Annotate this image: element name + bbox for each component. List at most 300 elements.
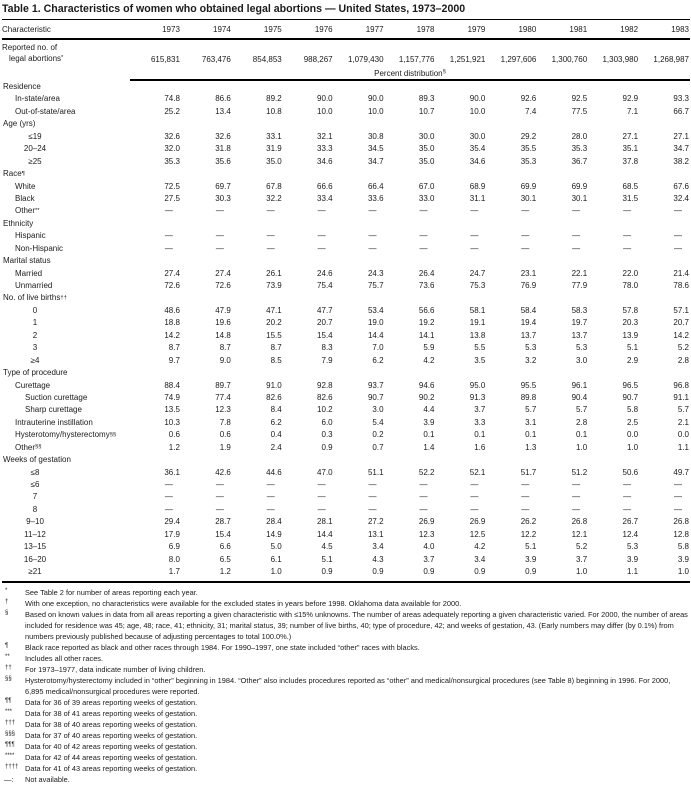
cell-value: — [215,492,224,502]
cell-value [588,255,639,267]
footnote-marker: —: [4,774,14,784]
cell-value: 0.1 [576,430,588,440]
cell-value [232,454,283,466]
cell-value: 15.4 [317,330,333,340]
table-row [2,342,690,354]
cell-value: 35.1 [622,144,639,154]
cell-value: 2.5 [626,417,639,427]
cell-value: 12.2 [520,529,537,539]
cell-value: 33.3 [317,144,333,154]
cell-value: 58.3 [571,305,588,315]
cell-value: 90.4 [571,392,588,402]
cell-value: 90.7 [622,392,639,402]
cell-value: 4.2 [423,355,435,365]
cell-value: — [521,231,530,241]
cell-value: — [572,243,581,253]
cell-value: 90.7 [367,392,384,402]
cell-value: 14.1 [418,330,435,340]
cell-value [283,81,334,93]
cell-value [639,255,690,267]
cell-value: 34.7 [367,156,384,166]
table-row [2,230,690,242]
cell-value: — [572,231,581,241]
cell-value [283,118,334,130]
cell-value: 33.6 [367,193,384,203]
table-row [2,243,690,255]
column-header-year: 1982 [620,25,639,34]
cell-value: 20.2 [266,318,282,328]
reported-label-line2: legal abortions* [9,53,64,63]
cell-value: 27.4 [215,268,231,278]
cell-value [486,454,537,466]
cell-value: 90.0 [469,94,486,104]
footnote [2,587,690,598]
cell-value: 47.7 [317,305,333,315]
table-row [2,467,690,479]
footnote-marker: †† [60,294,67,301]
section-label: Marital status [3,256,51,266]
reported-count-value: 1,303,980 [602,55,639,64]
section-label: Ethnicity [3,218,34,228]
cell-value [283,255,334,267]
cell-value: 14.4 [367,330,384,340]
cell-value: 25.2 [164,106,180,116]
footnote-marker: § [5,609,9,616]
cell-value: 31.8 [215,144,231,154]
cell-value: 77.9 [571,281,588,290]
cell-value: 3.9 [525,554,537,564]
cell-value: 20.7 [673,318,689,328]
cell-value [537,118,588,130]
cell-value: 12.8 [673,529,689,539]
cell-value: 27.4 [164,268,180,278]
table-body [2,81,690,579]
cell-value: 14.2 [673,330,689,340]
cell-value: — [317,231,326,241]
cell-value [486,218,537,230]
footnote-marker: * [61,55,64,61]
cell-value: 68.5 [622,181,639,191]
cell-value: 3.5 [474,355,486,365]
cell-value: 0.3 [321,430,333,440]
cell-value: 5.8 [626,405,639,415]
cell-value: 1.0 [270,567,282,577]
table-row [2,404,690,416]
row-label: Hispanic [15,231,46,241]
row-label: Non-Hispanic [15,243,64,253]
table-row [2,529,690,541]
cell-value: 66.4 [367,181,384,191]
cell-value: 1.0 [576,567,588,577]
cell-value [385,81,436,93]
cell-value: 75.3 [469,281,486,290]
cell-value: — [623,492,632,502]
table-row [2,355,690,367]
footnote-marker: †† [5,664,12,671]
cell-value: — [215,231,224,241]
cell-value: — [368,243,377,253]
cell-value: 5.2 [677,343,689,353]
cell-value: 32.0 [164,144,180,154]
cell-value: 13.4 [215,106,231,116]
cell-value: — [419,231,428,241]
cell-value: 15.5 [266,330,282,340]
cell-value: — [266,231,275,241]
row-label-text: 11–12 [24,529,46,539]
cell-value: 72.6 [164,281,180,290]
reported-count-value: 1,251,921 [449,55,486,64]
cell-value: 4.5 [321,542,333,552]
row-label [2,529,130,541]
column-header-characteristic: Characteristic [2,25,51,34]
footnote-marker: ** [35,207,40,214]
row-label: Other§§ [15,442,42,452]
cell-value: 1.0 [576,442,588,452]
footnote-text: For 1973–1977, data indicate number of living children. [25,664,206,674]
row-label-text: 2 [32,330,38,340]
cell-value: — [521,480,530,489]
cell-value: — [470,492,479,502]
cell-value: 57.1 [673,305,689,315]
column-header-row [2,20,690,38]
section-row [2,218,690,230]
footnote [2,730,690,741]
cell-value: 28.0 [571,131,588,141]
cell-value: 5.4 [372,417,384,427]
cell-value: 95.0 [469,380,486,390]
row-label-text: 1 [32,318,38,328]
cell-value: 10.0 [317,106,333,116]
cell-value: 76.9 [520,281,537,290]
footnote-marker: §§ [35,444,42,451]
cell-value [130,118,181,130]
section-row [2,255,690,267]
cell-value [537,292,588,304]
cell-value: 52.1 [469,467,486,477]
cell-value: — [419,504,428,514]
footnote-marker: ¶¶¶ [5,741,15,748]
cell-value: 77.4 [215,392,231,402]
cell-value [639,81,690,93]
cell-value: 19.0 [367,318,384,328]
cell-value: 8.3 [321,343,333,353]
cell-value: 19.2 [418,318,435,328]
cell-value: — [164,480,173,489]
cell-value: 20.7 [317,318,333,328]
cell-value: 58.4 [520,305,537,315]
table-row [2,143,690,155]
row-label [2,491,130,503]
table-row [2,491,690,503]
footnote-marker: ** [5,653,10,660]
table-row [2,193,690,205]
cell-value: 4.2 [474,542,486,552]
cell-value [486,367,537,379]
table-row [2,516,690,528]
footnote-text: Data for 40 of 42 areas reporting weeks of gestation. [25,741,198,751]
cell-value: 50.6 [622,467,639,477]
cell-value: — [572,504,581,514]
cell-value: 32.6 [215,131,231,141]
cell-value: 24.7 [469,268,486,278]
cell-value: 0.9 [372,567,384,577]
cell-value: 5.2 [576,542,588,552]
cell-value: 12.1 [571,529,588,539]
column-header-year: 1979 [467,25,486,34]
cell-value: 3.0 [372,405,384,415]
cell-value [435,118,486,130]
cell-value: — [215,243,224,253]
row-label-text: 3 [32,343,38,353]
column-header-year: 1978 [416,25,435,34]
cell-value [181,218,232,230]
cell-value: — [266,492,275,502]
row-label: Black [15,193,35,203]
cell-value: 9.0 [219,355,231,365]
cell-value: 35.4 [469,144,486,154]
cell-value: 51.7 [520,467,537,477]
cell-value: — [674,504,682,514]
cell-value: 3.7 [576,554,588,564]
cell-value: 4.0 [423,542,435,552]
cell-value: — [674,243,682,253]
cell-value: 28.7 [215,517,231,527]
cell-value [435,218,486,230]
reported-count-value: 1,300,760 [551,55,588,64]
cell-value [130,81,181,93]
cell-value: 10.0 [367,106,384,116]
footnote-marker: §§ [5,675,12,682]
table-row [2,181,690,193]
cell-value: 2.9 [626,355,639,365]
cell-value [486,118,537,130]
cell-value: 35.5 [520,144,537,154]
cell-value: 58.1 [469,305,486,315]
cell-value: — [266,206,275,216]
footnote [2,752,690,763]
cell-value: 5.3 [626,542,639,552]
cell-value: 30.1 [571,193,588,203]
cell-value: 96.1 [571,380,588,390]
table-title: Table 1. Characteristics of women who obtained legal abortions — United States, 1973–2000 [2,3,466,15]
cell-value: 5.1 [626,343,639,353]
cell-value [588,367,639,379]
cell-value: — [215,504,224,514]
cell-value [283,292,334,304]
table-row [2,417,690,429]
column-header-year: 1973 [162,25,180,34]
table-row [2,93,690,105]
cell-value [232,81,283,93]
cell-value: 13.7 [571,330,588,340]
cell-value: 35.3 [164,156,180,166]
cell-value: 26.1 [266,268,282,278]
section-row [2,118,690,130]
cell-value [334,118,385,130]
cell-value: 36.1 [164,467,180,477]
cell-value: 20.3 [622,318,639,328]
cell-value: 13.5 [164,405,180,415]
cell-value: 22.1 [571,268,588,278]
cell-value: 3.4 [372,542,384,552]
cell-value: 44.6 [266,467,282,477]
cell-value: 27.1 [622,131,639,141]
cell-value: — [317,492,326,502]
section-row [2,454,690,466]
cell-value [334,454,385,466]
cell-value: — [623,231,632,241]
cell-value: 0.4 [270,430,282,440]
footnote-marker: § [442,68,446,75]
cell-value: 10.3 [164,417,180,427]
cell-value: 3.3 [474,417,486,427]
reported-count-value: 615,831 [150,55,180,64]
cell-value [334,255,385,267]
footnote [2,697,690,708]
cell-value: 26.7 [622,517,639,527]
cell-value: 96.5 [622,380,639,390]
cell-value: 6.1 [270,554,282,564]
reported-count-value: 763,476 [201,55,231,64]
cell-value: 5.7 [525,405,537,415]
cell-value: 22.0 [622,268,639,278]
section-row [2,367,690,379]
cell-value: 8.5 [270,355,282,365]
cell-value: 13.8 [469,330,486,340]
cell-value: — [368,492,377,502]
cell-value: 67.8 [266,181,282,191]
cell-value [232,367,283,379]
cell-value: 24.6 [317,268,333,278]
cell-value [385,255,436,267]
cell-value: 0.9 [525,567,537,577]
section-label: Weeks of gestation [3,455,71,465]
cell-value: 34.7 [673,144,689,154]
percent-distribution-banner [130,65,690,81]
cell-value [537,255,588,267]
table-row [2,541,690,553]
cell-value: 1.7 [168,567,180,577]
cell-value: 90.0 [317,94,333,104]
cell-value: 90.0 [367,94,384,104]
cell-value: 12.5 [469,529,486,539]
cell-value: — [623,243,632,253]
footnote [2,609,690,642]
cell-value: 27.1 [673,131,689,141]
cell-value: 8.7 [219,343,231,353]
cell-value: — [572,492,581,502]
cell-value: 1.2 [219,567,231,577]
cell-value: 3.7 [423,554,435,564]
column-header-year: 1981 [569,25,588,34]
cell-value: 7.9 [321,355,333,365]
cell-value: 69.9 [571,181,588,191]
cell-value: 67.6 [673,181,689,191]
cell-value: 5.7 [576,405,588,415]
cell-value [334,168,385,180]
cell-value: — [623,206,632,216]
row-label: Sharp curettage [25,405,82,415]
cell-value [232,255,283,267]
footnote-text: Black race reported as black and other races through 1984. For 1990–1997, one state included “other” races with blacks. [25,642,420,652]
cell-value: 51.2 [571,467,588,477]
cell-value: 6.2 [270,417,282,427]
footnote-marker: §§§ [5,730,16,737]
cell-value [385,292,436,304]
row-label-text: ≤8 [30,467,40,477]
cell-value [130,367,181,379]
cell-value: 14.4 [317,529,333,539]
cell-value: — [368,504,377,514]
cell-value: 9.7 [168,355,180,365]
table-row [2,131,690,143]
cell-value: 19.4 [520,318,537,328]
cell-value [181,454,232,466]
footnote-marker: ¶¶ [5,697,12,704]
reported-count-value: 1,268,987 [653,55,689,64]
cell-value: — [317,243,326,253]
row-label: Curettage [15,380,51,390]
cell-value [537,454,588,466]
cell-value: — [521,206,530,216]
cell-value: 3.7 [474,405,486,415]
row-label-text: 13–15 [23,542,47,552]
cell-value: 30.8 [367,131,384,141]
cell-value: 47.1 [266,305,282,315]
row-label [2,143,130,155]
cell-value: 91.3 [469,392,486,402]
cell-value: 34.6 [469,156,486,166]
cell-value: 92.8 [317,380,333,390]
footnote-text: See Table 2 for number of areas reporting each year. [25,587,198,597]
cell-value: 4.3 [372,554,384,564]
footnote [2,708,690,719]
cell-value: 0.9 [474,567,486,577]
cell-value: 1.1 [677,442,689,452]
cell-value: 0.1 [423,430,435,440]
cell-value [435,255,486,267]
row-label-text: 7 [32,492,38,502]
row-label-text: ≤6 [30,480,40,489]
cell-value [588,218,639,230]
cell-value: 69.9 [520,181,537,191]
footnote-marker: ¶ [5,642,9,649]
cell-value: 75.4 [317,281,333,290]
cell-value: 74.9 [164,392,180,402]
cell-value: 1.0 [677,567,689,577]
row-label-text: 20–24 [23,144,47,154]
footnote-text: Data for 42 of 44 areas reporting weeks of gestation. [25,752,198,762]
cell-value: 5.9 [423,343,435,353]
cell-value: 0.6 [168,430,180,440]
table-row [2,479,690,491]
cell-value [181,168,232,180]
cell-value [181,292,232,304]
cell-value: 78.0 [622,281,639,290]
cell-value: 88.4 [164,380,180,390]
cell-value [385,118,436,130]
cell-value: 12.4 [622,529,639,539]
cell-value: 5.5 [474,343,486,353]
footnote [2,774,690,785]
reported-abortions-row [2,40,690,65]
cell-value: — [164,206,173,216]
cell-value: 78.6 [673,281,689,290]
cell-value: 48.6 [164,305,180,315]
cell-value: 14.8 [215,330,231,340]
footnote-text: Based on known values in data from all areas reporting a given characteristic with ≤15% unknowns. The number of areas adequately reporting a given characteristic varied. For 2000, the number of areas included for residence was 45; age, 48; race, 41; ethnicity, 31; marital status, 39; number of live births, 40; type of procedure, 42; and weeks of gestation, 43. (Early numbers may differ (by 0.1%) from numbers previously published because of adjusting percentages to total 100.0%.) [25,609,688,641]
cell-value [435,367,486,379]
